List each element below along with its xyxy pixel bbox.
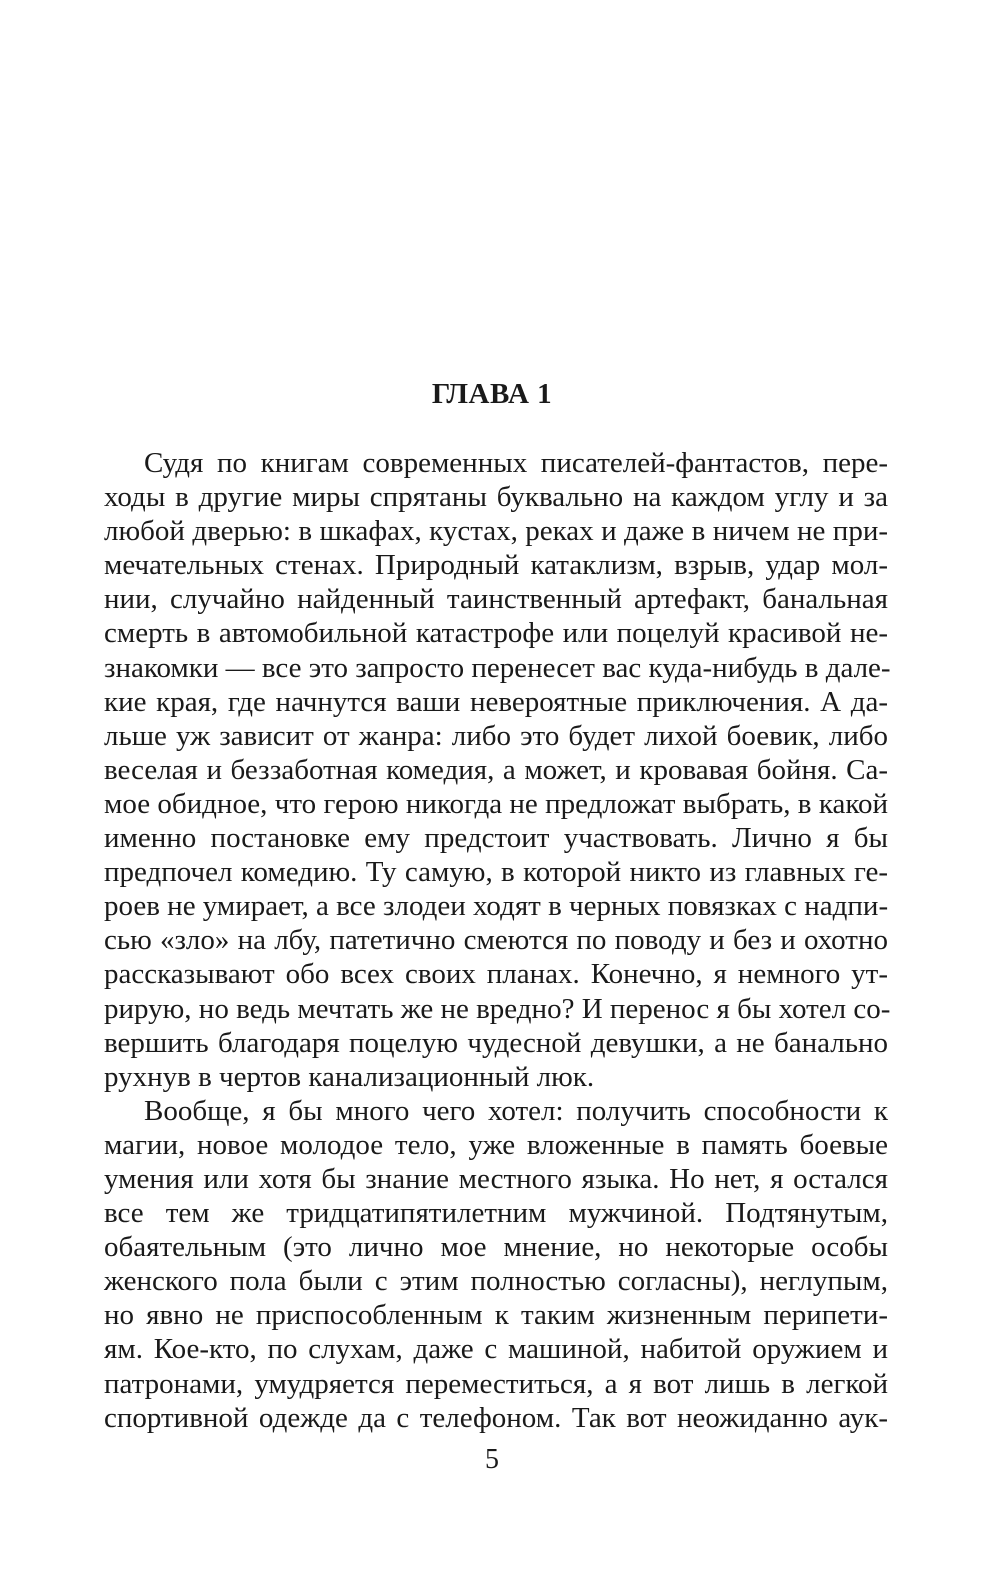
paragraph-1-line: ходы в другие миры спрятаны буквально на каждом углу и за [104,481,888,514]
paragraph-1-line: знакомки — все это запросто перенесет вас куда-нибудь в дале- [104,651,891,684]
paragraph-1-line: Судя по книгам современных писателей-фантастов, пере- [144,447,888,479]
chapter-text [104,446,891,1435]
paragraph-1-line: роев не умирает, а все злодеи ходят в черных повязках с надпи- [104,890,889,923]
paragraph-1-line: вершить благодаря поцелую чудесной девушки, а не банально [104,1026,888,1059]
paragraph-2-line: спортивной одежде да с телефоном. Так вот неожиданно аук- [104,1401,888,1434]
paragraph-1-line: любой дверью: в шкафах, кустах, реках и даже в ничем не при- [104,515,888,548]
paragraph-2-line: ям. Кое-кто, по слухам, даже с машиной, набитой оружием и [104,1333,888,1366]
paragraph-1-line: рирую, но ведь мечтать же не вредно? И перенос я бы хотел со- [104,992,891,1025]
paragraph-1-line: мое обидное, что герою никогда не предложат выбрать, в какой [104,787,888,820]
paragraph-2-line: магии, новое молодое тело, уже вложенные в память боевые [104,1128,888,1161]
paragraph-1-line: кие края, где начнутся ваши невероятные приключения. А да- [104,685,888,718]
paragraph-2-line: женского пола были с этим полностью согласны), неглупым, [104,1265,888,1298]
paragraph-1-line: рухнув в чертов канализационный люк. [104,1060,595,1093]
page-number: 5 [485,1444,499,1475]
paragraph-1-line: предпочел комедию. Ту самую, в которой никто из главных ге- [104,856,888,889]
paragraph-2-line: но явно не приспособленным к таким жизненным перипети- [104,1299,888,1332]
paragraph-2-line: патронами, умудряется переместиться, а я вот лишь в легкой [104,1367,888,1400]
paragraph-1-line: мечательных стенах. Природный катаклизм, взрыв, удар мол- [104,549,888,582]
paragraph-2-line: обаятельным (это лично мое мнение, но некоторые особы [104,1231,888,1264]
paragraph-2-line: Вообще, я бы много чего хотел: получить способности к [144,1094,888,1127]
paragraph-2-line: все тем же тридцатипятилетним мужчиной. Подтянутым, [104,1197,888,1230]
paragraph-1-line: смерть в автомобильной катастрофе или поцелуй красивой не- [104,617,888,650]
paragraph-2-line: умения или хотя бы знание местного языка. Но нет, я остался [104,1162,888,1195]
paragraph-1-line: рассказывают обо всех своих планах. Конечно, я немного ут- [104,958,888,991]
paragraph-1-line: именно постановке ему предстоит участвовать. Лично я бы [104,822,888,855]
paragraph-1-line: веселая и беззаботная комедия, а может, и кровавая бойня. Са- [104,753,888,786]
paragraph-1-line: льше уж зависит от жанра: либо это будет лихой боевик, либо [104,719,888,752]
chapter-title: ГЛАВА 1 [431,378,553,410]
paragraph-1-line: нии, случайно найденный таинственный артефакт, банальная [104,583,888,616]
paragraph-1-line: сью «зло» на лбу, патетично смеются по поводу и без и охотно [104,924,888,957]
